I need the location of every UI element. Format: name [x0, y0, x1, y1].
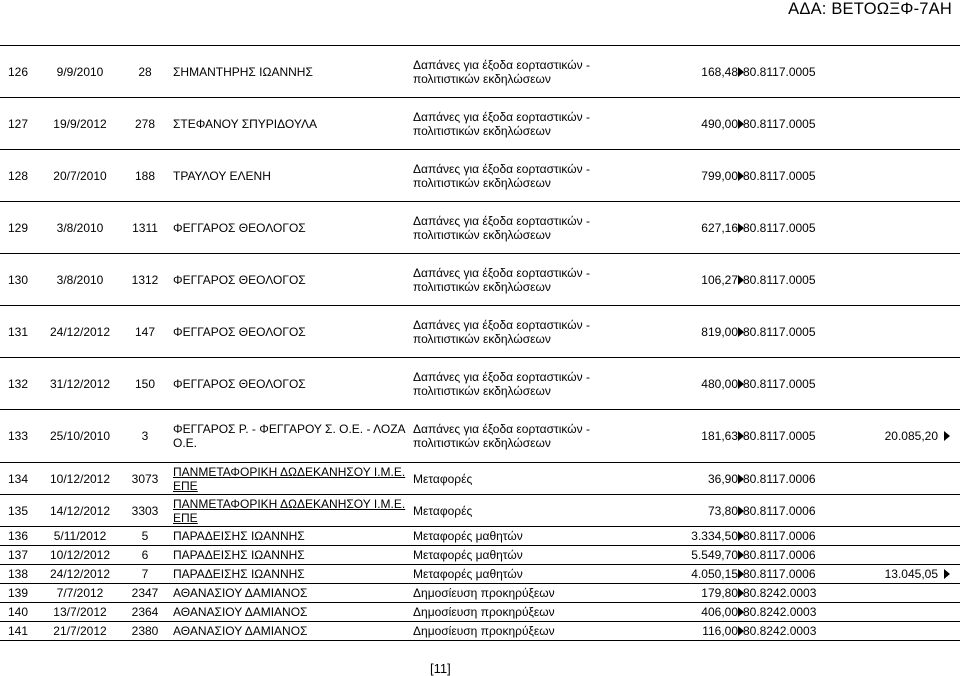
- row-amount: [640, 306, 740, 358]
- row-description: [410, 603, 640, 622]
- row-description: [410, 495, 640, 527]
- row-description-text: Δαπάνες για έξοδα εορταστικών - πολιτιστικών εκδηλώσεων: [413, 422, 590, 450]
- row-date-text: 21/7/2012: [53, 624, 107, 638]
- row-beneficiary-text: ΠΑΝΜΕΤΑΦΟΡΙΚΗ ΔΩΔΕΚΑΝΗΣΟΥ Ι.Μ.Ε. ΕΠΕ: [173, 464, 406, 493]
- row-number-text: 135: [8, 503, 29, 518]
- row-beneficiary-text: ΑΘΑΝΑΣΙΟΥ ΔΑΜΙΑΝΟΣ: [173, 624, 308, 638]
- row-beneficiary-text: ΣΤΕΦΑΝΟΥ ΣΠΥΡΙΔΟΥΛΑ: [173, 116, 317, 131]
- row-reference: [120, 306, 170, 358]
- row-description: [410, 254, 640, 306]
- row-description-text: Μεταφορές μαθητών: [413, 548, 523, 562]
- row-number: [0, 527, 40, 546]
- row-account-code-text: 80.8117.0005: [743, 324, 816, 339]
- row-account-code-text: 80.8242.0003: [743, 586, 817, 600]
- row-total: [835, 584, 960, 603]
- row-amount: [640, 527, 740, 546]
- row-total-text: 20.085,20: [884, 429, 938, 443]
- row-account-code: [740, 358, 835, 410]
- row-account-code: [740, 603, 835, 622]
- row-amount-text: 490,00: [701, 116, 738, 131]
- row-date: [40, 527, 120, 546]
- row-total: [835, 527, 960, 546]
- row-amount-text: 116,00: [702, 624, 738, 638]
- row-account-code: [740, 584, 835, 603]
- row-amount: [640, 463, 740, 495]
- row-number: [0, 46, 40, 98]
- row-date: [40, 495, 120, 527]
- row-number: [0, 565, 40, 584]
- row-reference-text: 3303: [131, 503, 159, 518]
- row-description: [410, 565, 640, 584]
- row-date: [40, 463, 120, 495]
- row-amount-text: 168,48: [701, 64, 738, 79]
- row-account-code: [740, 622, 835, 641]
- row-date: [40, 603, 120, 622]
- row-beneficiary: [170, 546, 410, 565]
- row-description: [410, 98, 640, 150]
- row-total: [835, 358, 960, 410]
- row-date-text: 10/12/2012: [49, 548, 111, 562]
- row-number-text: 138: [8, 567, 29, 581]
- row-number-text: 140: [8, 605, 29, 619]
- row-amount: [640, 202, 740, 254]
- row-number-text: 132: [8, 376, 29, 391]
- row-reference: [120, 565, 170, 584]
- row-reference-text: 2347: [131, 586, 159, 600]
- row-amount-text: 627,16: [701, 220, 738, 235]
- row-description: [410, 358, 640, 410]
- row-description-text: Δαπάνες για έξοδα εορταστικών - πολιτιστικών εκδηλώσεων: [413, 57, 590, 86]
- payments-table: [0, 45, 960, 641]
- row-date-text: 19/9/2012: [53, 116, 107, 131]
- row-reference: [120, 150, 170, 202]
- row-date-text: 24/12/2012: [49, 324, 111, 339]
- row-reference-text: 6: [141, 548, 149, 562]
- table-row: [0, 527, 960, 546]
- row-reference: [120, 46, 170, 98]
- row-beneficiary: [170, 463, 410, 495]
- euro-marker-icon: [944, 569, 950, 579]
- row-account-code-text: 80.8117.0005: [743, 64, 816, 79]
- row-amount-text: 480,00: [701, 376, 738, 391]
- row-total: [835, 306, 960, 358]
- document-id: ΑΔΑ: ΒΕΤΟΩΞΦ-7ΑΗ: [788, 0, 952, 18]
- row-number: [0, 358, 40, 410]
- row-date-text: 31/12/2012: [49, 376, 111, 391]
- row-amount: [640, 495, 740, 527]
- row-beneficiary: [170, 410, 410, 463]
- row-reference: [120, 527, 170, 546]
- row-total: [835, 98, 960, 150]
- row-beneficiary-text: ΠΑΡΑΔΕΙΣΗΣ ΙΩΑΝΝΗΣ: [173, 548, 305, 562]
- row-amount-text: 106,27: [701, 272, 738, 287]
- row-reference-text: 147: [134, 324, 156, 339]
- row-reference: [120, 622, 170, 641]
- row-account-code: [740, 463, 835, 495]
- row-reference-text: 1312: [131, 272, 159, 287]
- row-date: [40, 150, 120, 202]
- row-number-text: 130: [8, 272, 29, 287]
- row-number-text: 127: [8, 116, 29, 131]
- row-account-code: [740, 527, 835, 546]
- row-reference: [120, 358, 170, 410]
- row-beneficiary-text: ΤΡΑΥΛΟΥ ΕΛΕΝΗ: [173, 168, 271, 183]
- row-account-code-text: 80.8117.0006: [743, 548, 816, 562]
- row-description: [410, 546, 640, 565]
- row-account-code-text: 80.8117.0006: [743, 471, 816, 486]
- row-description-text: Δαπάνες για έξοδα εορταστικών - πολιτιστικών εκδηλώσεων: [413, 317, 590, 346]
- row-date-text: 10/12/2012: [49, 471, 111, 486]
- row-account-code-text: 80.8242.0003: [743, 605, 817, 619]
- row-amount: [640, 546, 740, 565]
- row-beneficiary-text: ΦΕΓΓΑΡΟΣ ΘΕΟΛΟΓΟΣ: [173, 272, 306, 287]
- row-beneficiary: [170, 584, 410, 603]
- row-date: [40, 358, 120, 410]
- row-beneficiary: [170, 254, 410, 306]
- row-account-code-text: 80.8117.0006: [743, 503, 816, 518]
- row-description: [410, 202, 640, 254]
- row-description: [410, 306, 640, 358]
- row-beneficiary-text: ΠΑΡΑΔΕΙΣΗΣ ΙΩΑΝΝΗΣ: [173, 567, 305, 581]
- row-reference-text: 188: [134, 168, 156, 183]
- row-number: [0, 254, 40, 306]
- row-description-text: Δαπάνες για έξοδα εορταστικών - πολιτιστικών εκδηλώσεων: [413, 369, 590, 398]
- page-number: [11]: [430, 661, 451, 676]
- row-description-text: Μεταφορές: [413, 471, 473, 486]
- table-row: [0, 306, 960, 358]
- row-number: [0, 202, 40, 254]
- row-number: [0, 622, 40, 641]
- table-row: [0, 565, 960, 584]
- row-total: [835, 202, 960, 254]
- row-total: [835, 565, 960, 584]
- row-reference-text: 1311: [132, 220, 158, 235]
- row-account-code-text: 80.8117.0005: [743, 116, 816, 131]
- row-account-code-text: 80.8117.0005: [743, 168, 816, 183]
- row-description-text: Δημοσίευση προκηρύξεων: [413, 605, 555, 619]
- table-row: [0, 584, 960, 603]
- row-number-text: 131: [8, 324, 29, 339]
- row-beneficiary-text: ΑΘΑΝΑΣΙΟΥ ΔΑΜΙΑΝΟΣ: [173, 586, 308, 600]
- row-date: [40, 98, 120, 150]
- row-total: [835, 622, 960, 641]
- row-description-text: Μεταφορές μαθητών: [413, 529, 523, 543]
- row-beneficiary: [170, 202, 410, 254]
- row-amount: [640, 622, 740, 641]
- row-account-code-text: 80.8242.0003: [743, 624, 817, 638]
- row-reference-text: 3073: [131, 471, 159, 486]
- row-amount: [640, 98, 740, 150]
- row-beneficiary-text: ΦΕΓΓΑΡΟΣ ΘΕΟΛΟΓΟΣ: [173, 376, 306, 391]
- row-date-text: 3/8/2010: [56, 272, 104, 287]
- row-reference-text: 278: [134, 116, 156, 131]
- row-date-text: 14/12/2012: [49, 503, 111, 518]
- row-account-code: [740, 410, 835, 463]
- row-account-code-text: 80.8117.0005: [743, 272, 816, 287]
- table-row: [0, 358, 960, 410]
- row-date: [40, 546, 120, 565]
- row-amount-text: 179,80: [701, 586, 738, 600]
- row-amount-text: 5.549,70: [691, 548, 738, 562]
- row-account-code-text: 80.8117.0006: [743, 529, 816, 543]
- row-date-text: 9/9/2010: [56, 64, 104, 79]
- row-date-text: 5/11/2012: [53, 529, 107, 543]
- row-reference-text: 7: [141, 567, 149, 581]
- row-total: [835, 410, 960, 463]
- row-description: [410, 463, 640, 495]
- row-description: [410, 410, 640, 463]
- row-date-text: 7/7/2012: [56, 586, 104, 600]
- table-row: [0, 622, 960, 641]
- row-beneficiary-text: ΣΗΜΑΝΤΗΡΗΣ ΙΩΑΝΝΗΣ: [173, 64, 313, 79]
- row-account-code: [740, 495, 835, 527]
- row-total: [835, 463, 960, 495]
- row-number: [0, 603, 40, 622]
- row-reference-text: 2364: [131, 605, 159, 619]
- euro-marker-icon: [944, 431, 950, 441]
- row-amount-text: 819,00: [701, 324, 738, 339]
- row-reference-text: 3: [141, 429, 149, 443]
- row-number-text: 137: [8, 548, 29, 562]
- row-reference: [120, 584, 170, 603]
- row-number-text: 129: [8, 220, 29, 235]
- row-number-text: 134: [8, 471, 29, 486]
- row-description: [410, 622, 640, 641]
- row-description-text: Δημοσίευση προκηρύξεων: [413, 624, 555, 638]
- row-number: [0, 150, 40, 202]
- row-beneficiary-text: ΑΘΑΝΑΣΙΟΥ ΔΑΜΙΑΝΟΣ: [173, 605, 308, 619]
- row-amount: [640, 584, 740, 603]
- row-number-text: 141: [8, 624, 29, 638]
- row-number: [0, 98, 40, 150]
- row-total-text: 13.045,05: [884, 567, 938, 581]
- row-date-text: 20/7/2010: [53, 168, 107, 183]
- row-total: [835, 495, 960, 527]
- row-date: [40, 46, 120, 98]
- row-date-text: 25/10/2010: [49, 429, 111, 443]
- row-date: [40, 202, 120, 254]
- row-amount-text: 36,90: [707, 471, 738, 486]
- row-description-text: Μεταφορές μαθητών: [413, 567, 523, 581]
- row-beneficiary-text: ΠΑΡΑΔΕΙΣΗΣ ΙΩΑΝΝΗΣ: [173, 529, 305, 543]
- row-beneficiary-text: ΦΕΓΓΑΡΟΣ ΘΕΟΛΟΓΟΣ: [173, 220, 306, 235]
- row-reference-text: 5: [141, 529, 149, 543]
- row-reference: [120, 495, 170, 527]
- row-date: [40, 410, 120, 463]
- row-beneficiary: [170, 98, 410, 150]
- row-number: [0, 410, 40, 463]
- row-beneficiary: [170, 527, 410, 546]
- row-amount: [640, 410, 740, 463]
- row-date-text: 13/7/2012: [53, 605, 107, 619]
- table-row: [0, 495, 960, 527]
- table-row: [0, 603, 960, 622]
- row-date: [40, 254, 120, 306]
- row-beneficiary-text: ΦΕΓΓΑΡΟΣ Ρ. - ΦΕΓΓΑΡΟΥ Σ. Ο.Ε. - ΛΟΖΑ Ο.Ε.: [173, 422, 405, 450]
- row-date: [40, 584, 120, 603]
- row-description: [410, 584, 640, 603]
- row-reference: [120, 202, 170, 254]
- row-account-code: [740, 98, 835, 150]
- row-description-text: Δημοσίευση προκηρύξεων: [413, 586, 555, 600]
- row-beneficiary-text: ΠΑΝΜΕΤΑΦΟΡΙΚΗ ΔΩΔΕΚΑΝΗΣΟΥ Ι.Μ.Ε. ΕΠΕ: [173, 496, 406, 525]
- row-date: [40, 306, 120, 358]
- row-description-text: Δαπάνες για έξοδα εορταστικών - πολιτιστικών εκδηλώσεων: [413, 265, 590, 294]
- row-account-code-text: 80.8117.0006: [743, 567, 816, 581]
- table-row: [0, 254, 960, 306]
- table-row: [0, 463, 960, 495]
- row-reference: [120, 546, 170, 565]
- row-amount-text: 3.334,50: [691, 529, 738, 543]
- row-account-code: [740, 306, 835, 358]
- table-row: [0, 202, 960, 254]
- row-beneficiary: [170, 358, 410, 410]
- row-number: [0, 495, 40, 527]
- row-account-code: [740, 46, 835, 98]
- row-number: [0, 463, 40, 495]
- row-reference: [120, 410, 170, 463]
- row-total: [835, 546, 960, 565]
- row-amount: [640, 254, 740, 306]
- row-reference-text: 150: [134, 376, 156, 391]
- row-beneficiary: [170, 603, 410, 622]
- row-reference: [120, 463, 170, 495]
- row-amount-text: 73,80: [707, 503, 738, 518]
- row-account-code-text: 80.8117.0005: [743, 376, 816, 391]
- row-description-text: Δαπάνες για έξοδα εορταστικών - πολιτιστικών εκδηλώσεων: [413, 213, 590, 242]
- row-beneficiary: [170, 150, 410, 202]
- row-description: [410, 527, 640, 546]
- row-beneficiary: [170, 622, 410, 641]
- row-description-text: Δαπάνες για έξοδα εορταστικών - πολιτιστικών εκδηλώσεων: [413, 109, 590, 138]
- row-amount-text: 406,00: [701, 605, 738, 619]
- row-amount: [640, 46, 740, 98]
- row-reference: [120, 603, 170, 622]
- table-row: [0, 546, 960, 565]
- row-total: [835, 603, 960, 622]
- table-row: [0, 46, 960, 98]
- row-amount-text: 799,00: [701, 168, 738, 183]
- row-total: [835, 254, 960, 306]
- row-account-code-text: 80.8117.0005: [743, 429, 816, 443]
- table-row: [0, 150, 960, 202]
- table-row: [0, 98, 960, 150]
- row-total: [835, 150, 960, 202]
- row-account-code: [740, 565, 835, 584]
- row-date-text: 24/12/2012: [49, 567, 111, 581]
- row-date: [40, 565, 120, 584]
- row-date: [40, 622, 120, 641]
- row-beneficiary: [170, 495, 410, 527]
- row-account-code: [740, 254, 835, 306]
- row-beneficiary: [170, 306, 410, 358]
- row-reference: [120, 98, 170, 150]
- row-amount: [640, 603, 740, 622]
- row-reference: [120, 254, 170, 306]
- row-number-text: 136: [8, 529, 29, 543]
- row-description-text: Μεταφορές: [413, 503, 473, 518]
- row-amount: [640, 358, 740, 410]
- row-number-text: 126: [8, 64, 29, 79]
- row-description: [410, 46, 640, 98]
- row-amount-text: 181,63: [701, 429, 738, 443]
- row-number: [0, 306, 40, 358]
- row-account-code: [740, 150, 835, 202]
- row-number: [0, 546, 40, 565]
- row-account-code: [740, 202, 835, 254]
- row-account-code: [740, 546, 835, 565]
- row-total: [835, 46, 960, 98]
- row-description-text: Δαπάνες για έξοδα εορταστικών - πολιτιστικών εκδηλώσεων: [413, 161, 590, 190]
- row-amount-text: 4.050,15: [691, 567, 738, 581]
- row-number-text: 133: [8, 429, 29, 443]
- row-beneficiary-text: ΦΕΓΓΑΡΟΣ ΘΕΟΛΟΓΟΣ: [173, 324, 306, 339]
- row-amount: [640, 150, 740, 202]
- row-account-code-text: 80.8117.0005: [743, 220, 816, 235]
- row-number-text: 128: [8, 168, 29, 183]
- row-amount: [640, 565, 740, 584]
- table-row: [0, 410, 960, 463]
- row-number-text: 139: [8, 586, 29, 600]
- row-reference-text: 28: [138, 64, 152, 79]
- row-number: [0, 584, 40, 603]
- row-beneficiary: [170, 46, 410, 98]
- row-description: [410, 150, 640, 202]
- row-date-text: 3/8/2010: [56, 220, 104, 235]
- row-reference-text: 2380: [131, 624, 159, 638]
- row-beneficiary: [170, 565, 410, 584]
